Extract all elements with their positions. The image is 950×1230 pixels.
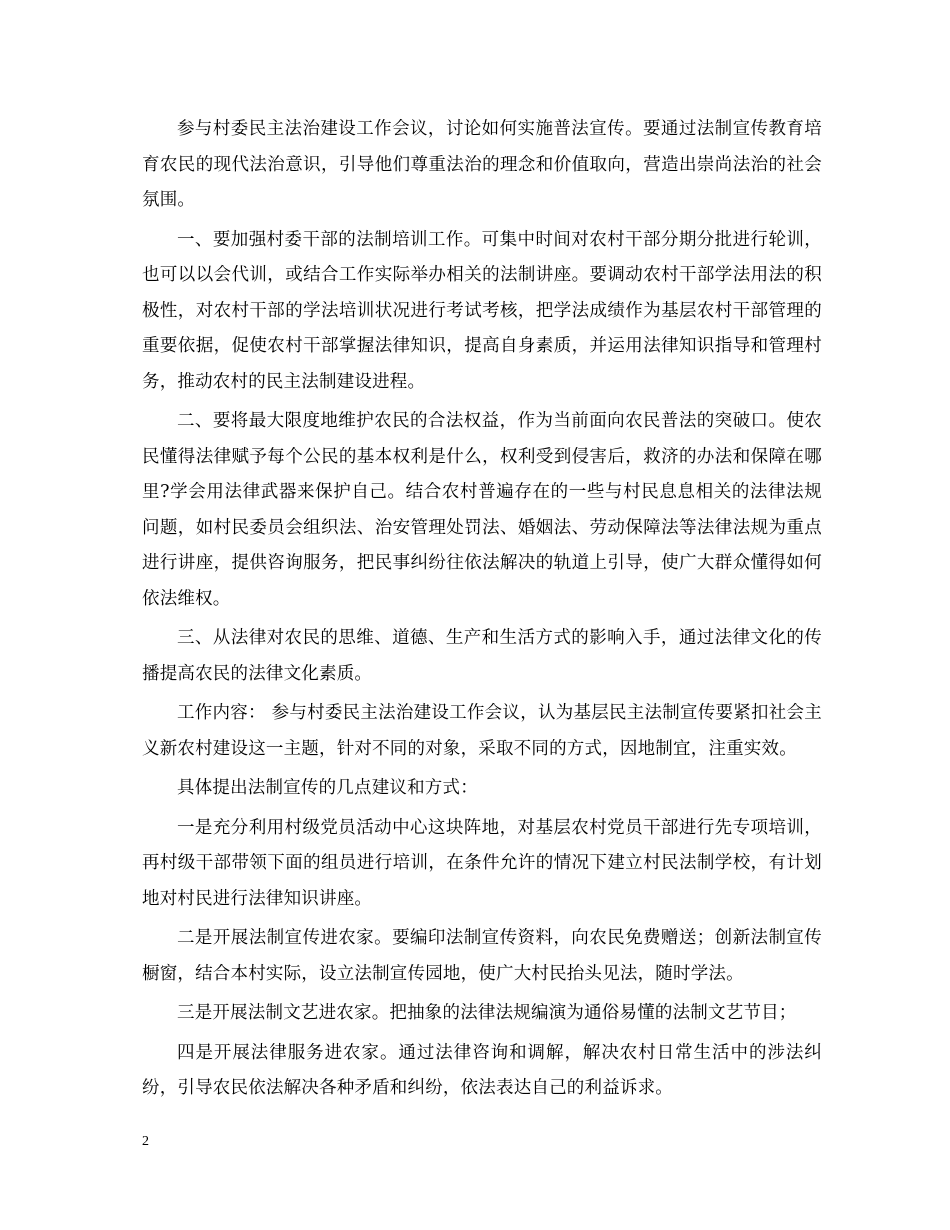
- paragraph-10: 四是开展法律服务进农家。通过法律咨询和调解，解决农村日常生活中的涉法纠纷，引导农民依法解决各种矛盾和纠纷，依法表达自己的利益诉求。: [142, 1042, 822, 1098]
- paragraph-3: 二、要将最大限度地维护农民的合法权益，作为当前面向农民普法的突破口。使农民懂得法律赋予每个公民的基本权利是什么，权利受到侵害后，救济的办法和保障在哪里?学会用法律武器来保护自己。结合农村普遍存在的一些与村民息息相关的法律法规问题，如村民委员会组织法、治安管理处罚法、婚姻法、劳动保障法等法律法规为重点进行讲座，提供咨询服务，把民事纠纷往依法解决的轨道上引导，使广大群众懂得如何依法维权。: [142, 411, 822, 609]
- paragraph-7: 一是充分利用村级党员活动中心这块阵地，对基层农村党员干部进行先专项培训，再村级干部带领下面的组员进行培训，在条件允许的情况下建立村民法制学校，有计划地对村民进行法律知识讲座。: [142, 817, 822, 909]
- paragraph-9: 三是开展法制文艺进农家。把抽象的法律法规编演为通俗易懂的法制文艺节目；: [177, 1003, 797, 1023]
- document-body: [142, 112, 822, 1111]
- page-number: 2: [142, 1134, 149, 1149]
- paragraph-4: 三、从法律对农民的思维、道德、生产和生活方式的影响入手，通过法律文化的传播提高农民的法律文化素质。: [142, 628, 822, 684]
- paragraph-5: 工作内容： 参与村委民主法治建设工作会议，认为基层民主法制宣传要紧扣社会主义新农村建设这一主题，针对不同的对象，采取不同的方式，因地制宜，注重实效。: [142, 703, 822, 759]
- paragraph-6: 具体提出法制宣传的几点建议和方式：: [177, 778, 478, 798]
- paragraph-8: 二是开展法制宣传进农家。要编印法制宣传资料，向农民免费赠送；创新法制宣传橱窗，结合本村实际，设立法制宣传园地，使广大村民抬头见法，随时学法。: [142, 928, 822, 984]
- paragraph-1: 参与村委民主法治建设工作会议，讨论如何实施普法宣传。要通过法制宣传教育培育农民的现代法治意识，引导他们尊重法治的理念和价值取向，营造出崇尚法治的社会氛围。: [142, 119, 822, 210]
- paragraph-2: 一、要加强村委干部的法制培训工作。可集中时间对农村干部分期分批进行轮训，也可以以会代训，或结合工作实际举办相关的法制讲座。要调动农村干部学法用法的积极性，对农村干部的学法培训状况进行考试考核，把学法成绩作为基层农村干部管理的重要依据，促使农村干部掌握法律知识，提高自身素质，并运用法律知识指导和管理村务，推动农村的民主法制建设进程。: [142, 229, 822, 392]
